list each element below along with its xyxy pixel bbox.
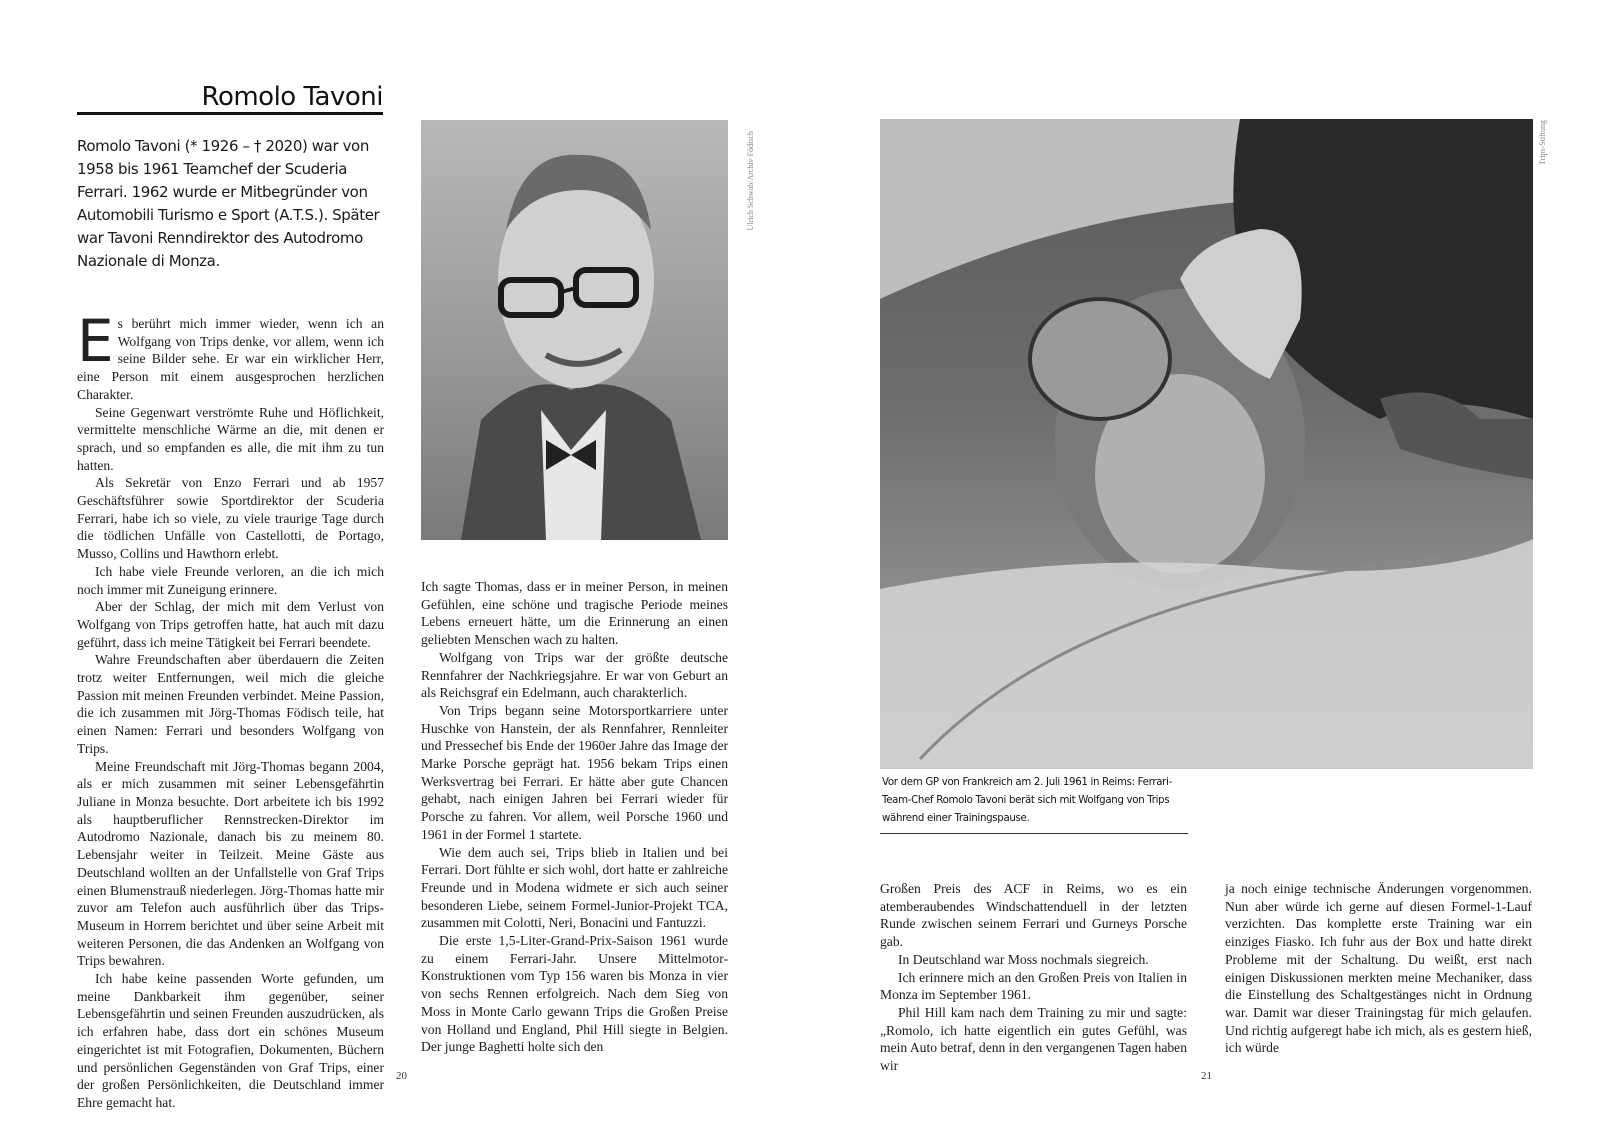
paragraph: Phil Hill kam nach dem Training zu mir und sagte: „Romolo, ich hatte eigentlich ein gutes Gefühl, was mein Auto betraf, denn in den vergangenen Tagen haben wir xyxy=(880,1004,1187,1074)
page-title: Romolo Tavoni xyxy=(201,82,383,112)
text-column-1 xyxy=(77,307,384,1112)
paragraph: Ich habe keine passenden Worte gefunden, um meine Dankbarkeit ihm gegenüber, seiner Lebensgefährtin und seinen Freunden auszudrücken, als ich erfahren habe, dass dort ein schönes Museum eingerichtet ist mit Fotografien, Dokumenten, Büchern und persönlichen Gegenständen von Graf Trips, einer der großen Persönlichkeiten, die Deutschland immer Ehre gemacht hat. xyxy=(77,971,384,1110)
page-number: 20 xyxy=(396,1070,407,1082)
paragraph: Wahre Freundschaften aber überdauern die Zeiten trotz weiter Entfernungen, weil mich die gleiche Passion mit meinen Freunden verbindet. Meine Passion, die ich zusammen mit Jörg-Thomas Födisch teile, hat einen Namen: Ferrari und besonders Wolfgang von Trips. xyxy=(77,652,384,756)
photo-credit: Ulrich Schwab/Archiv Födisch xyxy=(746,131,755,231)
paragraph: Wie dem auch sei, Trips blieb in Italien und bei Ferrari. Dort fühlte er sich wohl, dort hatte er zahlreiche Freunde und in Modena widmete er sich auch seiner besonderen Liebe, seinem Formel-Junior-Projekt TCA, zusammen mit Colotti, Neri, Bonacini und Fantuzzi. xyxy=(421,844,728,931)
text-column-3 xyxy=(880,880,1187,1075)
text-column-2 xyxy=(421,578,728,1056)
paragraph: Die erste 1,5-Liter-Grand-Prix-Saison 1961 wurde zu einem Ferrari-Jahr. Unsere Mittelmotor-Konstruktionen vom Typ 156 waren bis Monza in vier von sechs Rennen erfolgreich. Nach dem Sieg von Moss in Monte Carlo gewann Trips die Großen Preise von Holland und England, Phil Hill siegte in Belgien. Der junge Baghetti holte sich den xyxy=(421,933,728,1055)
paragraph: In Deutschland war Moss nochmals siegreich. xyxy=(898,951,1149,967)
title-rule xyxy=(77,112,383,115)
intro-text: Romolo Tavoni (* 1926 – † 2020) war von 1958 bis 1961 Teamchef der Scuderia Ferrari. 1962 wurde er Mitbegründer von Automobili Turismo e Sport (A.T.S.). Später war Tavoni Renndirektor des Autodromo Nazionale di Monza. xyxy=(77,137,380,270)
page-number: 21 xyxy=(1201,1070,1212,1082)
paragraph: Ich habe viele Freunde verloren, an die ich mich noch immer mit Zuneigung erinnere. xyxy=(77,563,384,597)
text-column-4 xyxy=(1225,880,1532,1057)
portrait-photo xyxy=(421,120,728,540)
paragraph: Seine Gegenwart verströmte Ruhe und Höflichkeit, vermittelte menschliche Wärme an die, mit denen er sprach, und so empfanden es alle, die mit ihm zu tun hatten. xyxy=(77,404,384,473)
photo-credit: Trips-Stiftung xyxy=(1538,120,1547,166)
racing-photo-image xyxy=(880,119,1533,769)
paragraph: Großen Preis des ACF in Reims, wo es ein atemberaubendes Windschattenduell in der letzten Runde zwischen seinem Ferrari und Gurneys Porsche gab. xyxy=(880,881,1187,950)
paragraph: ja noch einige technische Änderungen vorgenommen. Nun aber würde ich gerne auf diesen Formel-1-Lauf verzichten. Das komplette erste Training war ein einziges Fiasko. Ich fuhr aus der Box und hatte direkt Probleme mit der Schaltung. Du weißt, erst nach einigen Diskussionen merkten meine Mechaniker, dass die Einstellung des Schaltgestänges nicht in Ordnung war. Damit war dieser Trainingstag für mich gelaufen. Und richtig aufgeregt habe ich mich, als es gestern hieß, ich würde xyxy=(1225,881,1532,1056)
paragraph: Wolfgang von Trips war der größte deutsche Rennfahrer der Nachkriegsjahre. Er war von Geburt an als Reichsgraf ein Edelmann, auch charakterlich. xyxy=(421,649,728,701)
drop-cap: E xyxy=(77,307,114,375)
caption-rule xyxy=(880,833,1188,834)
paragraph: Es berührt mich immer wieder, wenn ich an Wolfgang von Trips denke, vor allem, wenn ich seine Bilder sehe. Er war ein wirklicher Herr, eine Person mit einem ausgesprochen herzlichen Charakter. xyxy=(77,307,384,402)
paragraph: Aber der Schlag, der mich mit dem Verlust von Wolfgang von Trips getroffen hatte, hat auch mit dazu geführt, dass ich meine Tätigkeit bei Ferrari beendete. xyxy=(77,599,384,650)
paragraph: Ich erinnere mich an den Großen Preis von Italien in Monza im September 1961. xyxy=(880,969,1187,1003)
racing-photo xyxy=(880,119,1533,769)
paragraph: Ich sagte Thomas, dass er in meiner Person, in meinen Gefühlen, eine schöne und tragische Periode meines Lebens erneuert hätte, um die Erinnerung an einen geliebten Menschen wach zu halten. xyxy=(421,579,728,648)
paragraph: Als Sekretär von Enzo Ferrari und ab 1957 Geschäftsführer sowie Sportdirektor der Scuderia Ferrari, habe ich so viele, zu viele traurige Tage durch die tödlichen Unfälle von Castellotti, de Portago, Musso, Collins und Hawthorn erlebt. xyxy=(77,475,384,562)
photo-caption: Vor dem GP von Frankreich am 2. Juli 1961 in Reims: Ferrari-Team-Chef Romolo Tavoni berät sich mit Wolfgang von Trips während einer Trainingspause. xyxy=(882,777,1172,824)
portrait-photo-image xyxy=(421,120,728,540)
paragraph: Von Trips begann seine Motorsportkarriere unter Huschke von Hanstein, der als Rennfahrer, Rennleiter und Pressechef bis Ende der 1960er Jahre das Image der Marke Porsche geprägt hat. 1956 bekam Trips einen Werksvertrag bei Ferrari. Er hätte aber gute Chancen gehabt, nach einigen Jahren bei Ferrari wieder für Porsche zu fahren. Vor allem, weil Porsche 1960 und 1961 in der Formel 1 startete. xyxy=(421,702,728,842)
paragraph: Meine Freundschaft mit Jörg-Thomas begann 2004, als er mich zusammen mit seiner Lebensgefährtin Juliane in Monza besuchte. Dort arbeitete ich bis 1992 als hauptberuflicher Rennstrecken-Direktor im Autodromo Nazionale, danach bis zu meinem 80. Lebensjahr weiter in Teilzeit. Meine Gäste aus Deutschland wollten an der Unfallstelle von Graf Trips einen Blumenstrauß niederlegen. Jörg-Thomas hatte mir zuvor am Telefon auch ausführlich über das Trips-Museum in Horrem berichtet und über seine Arbeit mit weiteren Personen, die das Andenken an Wolfgang von Trips bewahren. xyxy=(77,758,384,969)
